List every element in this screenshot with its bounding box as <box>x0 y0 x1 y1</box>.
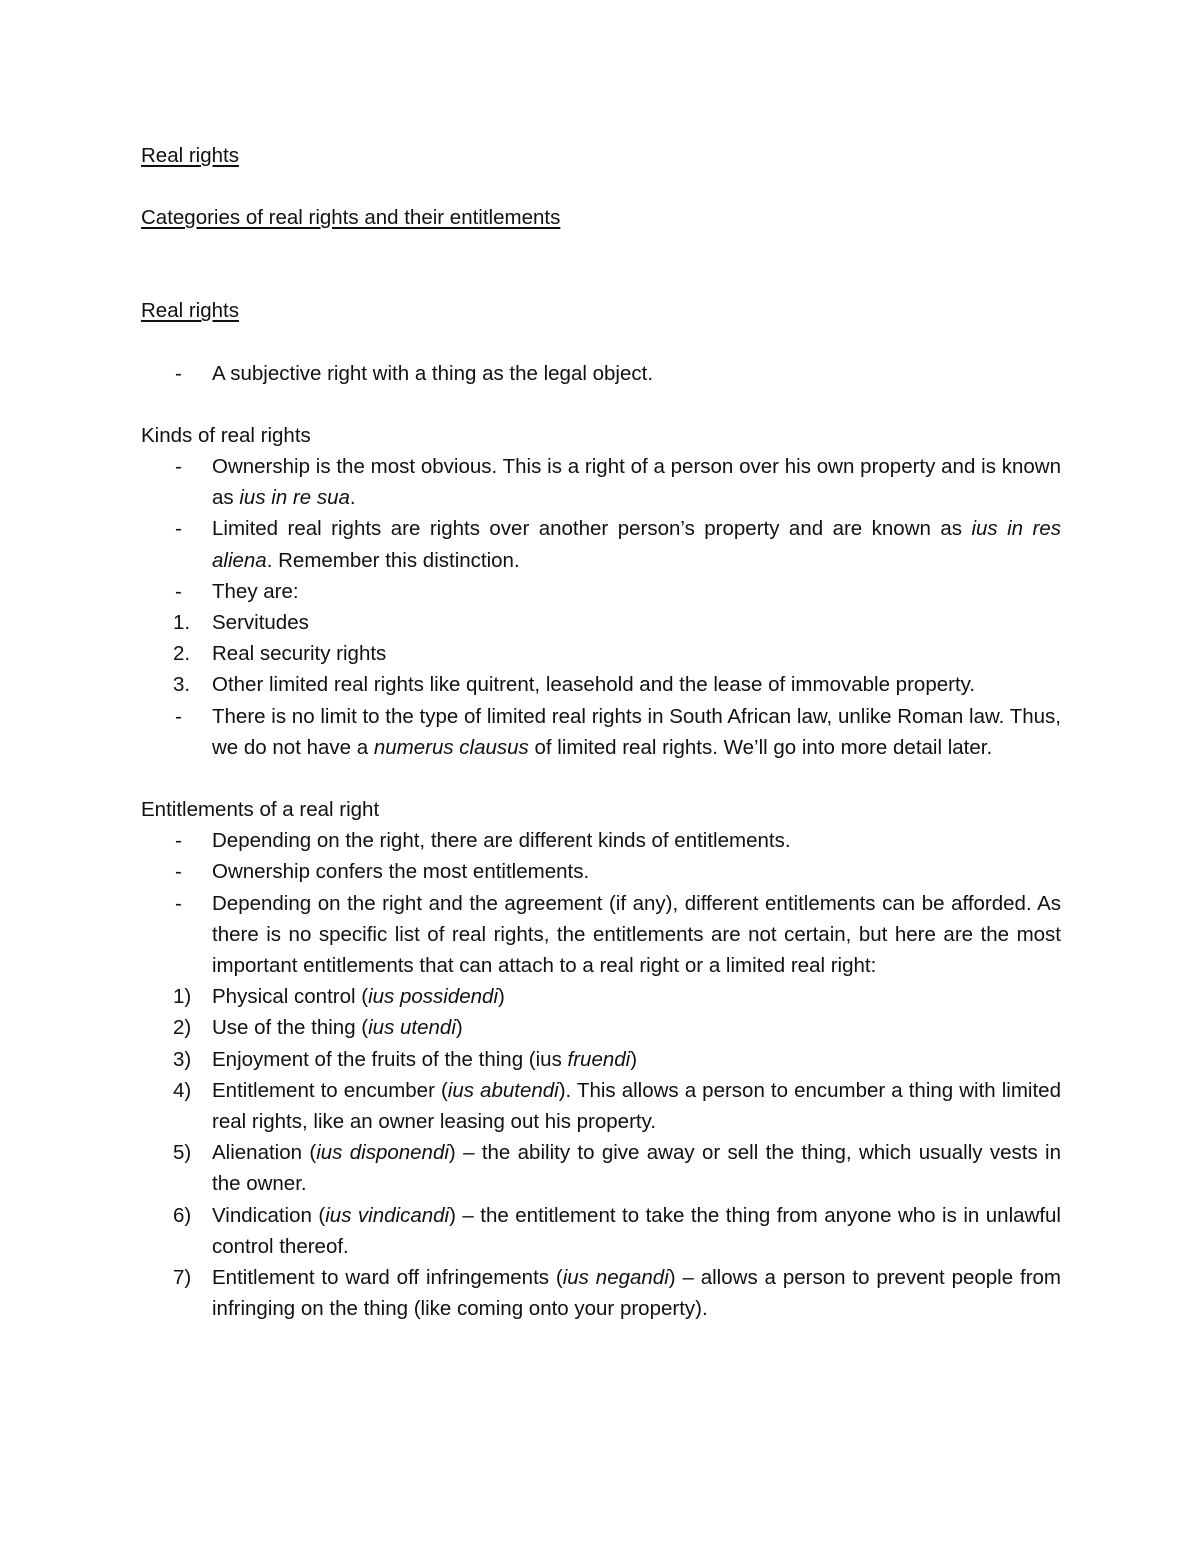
section-heading-kinds: Kinds of real rights <box>141 423 311 447</box>
list-item <box>141 1012 1061 1043</box>
list-number: 4) <box>173 1078 192 1102</box>
list-number: 3) <box>173 1047 192 1071</box>
list-item-text: There is no limit to the type of limited real rights in South African law, unlike Roman law. Thus, we do not have a <box>212 704 1061 759</box>
list-item <box>141 1137 1061 1199</box>
latin-term: ius vindicandi <box>325 1203 450 1227</box>
entitlements-list <box>141 825 1061 1324</box>
list-item <box>141 1262 1061 1324</box>
list-item-text: ) <box>455 1016 463 1040</box>
spacer <box>141 233 1061 295</box>
list-item-text: Depending on the right, there are different kinds of entitlements. <box>212 829 791 853</box>
dash-bullet: - <box>175 891 182 915</box>
document-title: Real rights <box>141 144 239 167</box>
list-item-text: ) – allows a person to prevent people from infringing on the thing (like coming onto your property). <box>212 1266 1061 1321</box>
list-item-text: Servitudes <box>212 611 309 635</box>
list-item <box>141 825 1061 856</box>
list-item <box>141 1200 1061 1262</box>
list-item-text: Ownership is the most obvious. This is a right of a person over his own property and is known as <box>212 455 1061 510</box>
list-item-text: Depending on the right and the agreement (if any), different entitlements can be afforded. As there is no specific list of real rights, the entitlements are not certain, but here are the most important entitlements that can attach to a real right or a limited real right: <box>212 891 1061 978</box>
list-item-text: Physical control ( <box>212 985 369 1009</box>
spacer <box>141 763 1061 794</box>
latin-term: ius in re sua <box>239 486 350 510</box>
dash-bullet: - <box>175 517 182 541</box>
list-item-text: Other limited real rights like quitrent, leasehold and the lease of immovable property. <box>212 673 976 697</box>
list-number: 1) <box>173 985 192 1009</box>
list-item <box>141 451 1061 513</box>
list-item-text: Entitlement to ward off infringements ( <box>212 1266 563 1290</box>
dash-bullet: - <box>175 361 182 385</box>
latin-term: ius possidendi <box>368 985 499 1009</box>
list-item-text: Real security rights <box>212 642 387 666</box>
latin-term: ius in res aliena <box>212 517 1062 572</box>
document-page <box>141 140 1061 1325</box>
list-number: 3. <box>173 673 191 697</box>
list-item <box>141 576 1061 607</box>
list-number: 2. <box>173 642 191 666</box>
list-item <box>141 981 1061 1012</box>
list-item <box>141 358 1061 389</box>
real-rights-list <box>141 358 1061 389</box>
spacer <box>141 389 1061 420</box>
list-item-text: ) – the ability to give away or sell the thing, which usually vests in the owner. <box>212 1141 1061 1196</box>
list-item-text: . <box>349 486 356 510</box>
spacer <box>141 327 1061 358</box>
dash-bullet: - <box>175 860 182 884</box>
list-item-text: Entitlement to encumber ( <box>212 1078 448 1102</box>
latin-term: ius abutendi <box>447 1078 559 1102</box>
dash-bullet: - <box>175 455 182 479</box>
list-item-text: ) – the entitlement to take the thing from anyone who is in unlawful control thereof. <box>212 1203 1061 1258</box>
list-item <box>141 1044 1061 1075</box>
latin-term: ius disponendi <box>316 1141 449 1165</box>
latin-term: fruendi <box>567 1047 631 1071</box>
list-item-text: Use of the thing ( <box>212 1016 369 1040</box>
list-item <box>141 607 1061 638</box>
list-number: 1. <box>173 611 191 635</box>
list-item-text: Limited real rights are rights over another person’s property and are known as <box>212 517 972 541</box>
latin-term: ius utendi <box>368 1016 456 1040</box>
dash-bullet: - <box>175 704 182 728</box>
list-item-text: They are: <box>212 579 299 603</box>
list-item-text: Enjoyment of the fruits of the thing (ius <box>212 1047 568 1071</box>
spacer <box>141 171 1061 202</box>
list-number: 7) <box>173 1266 192 1290</box>
list-number: 2) <box>173 1016 192 1040</box>
list-item-text: Vindication ( <box>212 1203 326 1227</box>
dash-bullet: - <box>175 579 182 603</box>
list-item <box>141 1075 1061 1137</box>
list-number: 6) <box>173 1203 192 1227</box>
section-heading-real-rights: Real rights <box>141 299 239 323</box>
list-item <box>141 638 1061 669</box>
list-number: 5) <box>173 1141 192 1165</box>
list-item <box>141 669 1061 700</box>
list-item-text: ) <box>630 1047 638 1071</box>
list-item-text: of limited real rights. We’ll go into more detail later. <box>528 735 993 759</box>
list-item-text: A subjective right with a thing as the legal object. <box>212 361 654 385</box>
list-item <box>141 701 1061 763</box>
list-item-text: ) <box>498 985 505 1009</box>
kinds-of-real-rights-list <box>141 451 1061 763</box>
latin-term: ius negandi <box>562 1266 669 1290</box>
dash-bullet: - <box>175 829 182 853</box>
list-item-text: Alienation ( <box>212 1141 317 1165</box>
list-item <box>141 513 1061 575</box>
document-subtitle: Categories of real rights and their entitlements <box>141 206 561 230</box>
list-item <box>141 888 1061 982</box>
list-item-text: Ownership confers the most entitlements. <box>212 860 590 884</box>
list-item <box>141 856 1061 887</box>
latin-term: numerus clausus <box>373 735 529 759</box>
list-item-text: . Remember this distinction. <box>266 548 520 572</box>
list-item-text: ). This allows a person to encumber a thing with limited real rights, like an owner leasing out his property. <box>212 1078 1061 1134</box>
section-heading-entitlements: Entitlements of a real right <box>141 798 380 822</box>
